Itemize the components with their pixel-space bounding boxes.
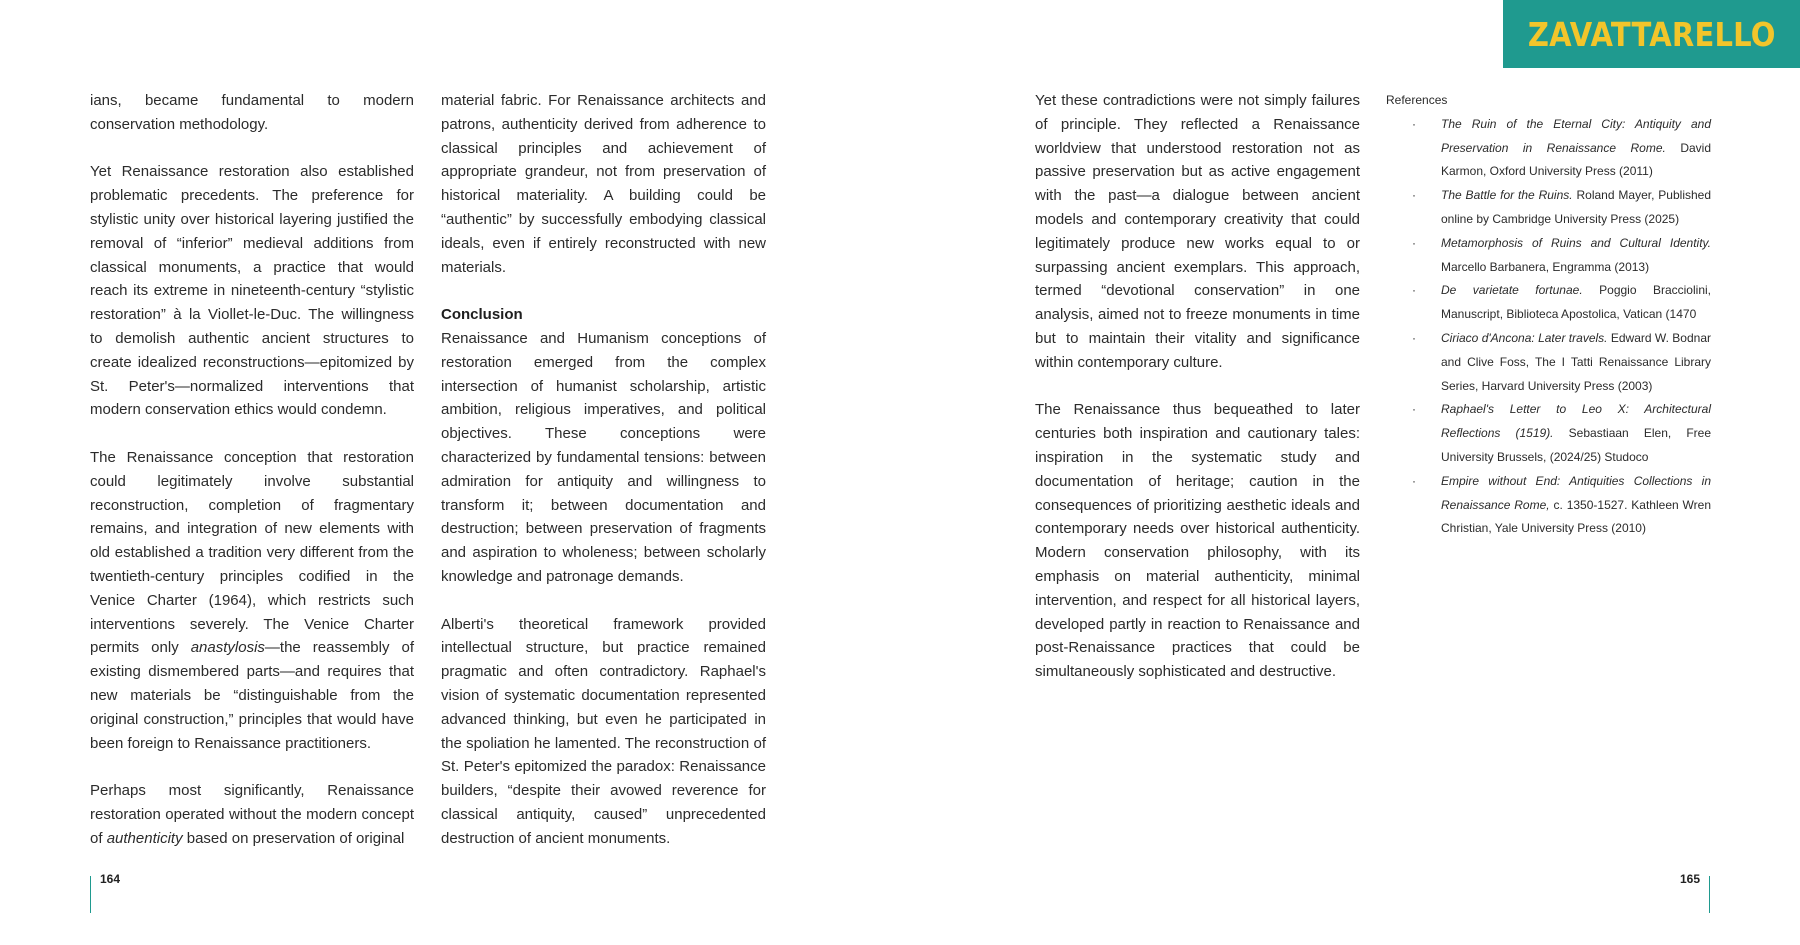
bullet-icon: ·	[1412, 283, 1416, 298]
reference-details: Poggio Bracciolini, Manuscript, Biblioteca Apostolica, Vatican (1470	[1441, 283, 1711, 322]
bullet-icon: ·	[1412, 402, 1416, 417]
reference-details: Edward W. Bodnar and Clive Foss, The I Tatti Renaissance Library Series, Harvard University Press (2003)	[1441, 330, 1711, 393]
reference-title: The Ruin of the Eternal City: Antiquity and Preservation in Renaissance Rome.	[1441, 116, 1711, 155]
references-list	[1386, 113, 1711, 541]
page-number-rule	[90, 876, 91, 913]
paragraph: ians, became fundamental to modern conservation methodology.	[90, 92, 414, 133]
paragraph: material fabric. For Renaissance architects and patrons, authenticity derived from adherence to classical principles and achievement of appropriate grandeur, not from preservation of historical materiality. A building could be “authentic” by successfully embodying classical ideals, even if entirely reconstructed with new materials.	[441, 92, 766, 276]
reference-title: Ciriaco d'Ancona: Later travels.	[1441, 330, 1608, 345]
page-number-right: 165	[1680, 872, 1701, 886]
paragraph: The Renaissance conception that restoration could legitimately involve substantial reconstruction, completion of fragmentary remains, and integration of new elements with old established a tradition very different from the twentieth-century principles codified in the Venice Charter (1964), which restricts such interventions severely. The Venice Charter permits only anastylosis—the reassembly of existing dismembered parts—and requires that new materials be “distinguishable from the original construction,” principles that would have been foreign to Renaissance practitioners.	[90, 448, 414, 752]
references-section	[1386, 89, 1711, 541]
page-number-rule	[1709, 876, 1710, 913]
paragraph: Yet these contradictions were not simply failures of principle. They reflected a Renaissance worldview that understood restoration not as passive preservation but as active engagement with the past—a dialogue between ancient models and contemporary creativity that could legitimately produce new works equal to or surpassing ancient exemplars. This approach, termed “devotional conservation” in one analysis, aimed not to freeze monuments in time but to maintain their vitality and significance within contemporary culture.	[1035, 92, 1360, 371]
reference-item	[1386, 113, 1711, 184]
paragraph: The Renaissance thus bequeathed to later centuries both inspiration and cautionary tales: inspiration in the systematic study and documentation of heritage; caution in the consequences of prioritizing aesthetic ideals and contemporary needs over historical authenticity. Modern conservation philosophy, with its emphasis on material authenticity, minimal intervention, and respect for all historical layers, developed partly in reaction to Renaissance and post-Renaissance practices that could be simultaneously sophisticated and destructive.	[1035, 401, 1360, 681]
brand-badge	[1503, 0, 1800, 68]
bullet-icon: ·	[1412, 473, 1416, 488]
left-page-column-2	[441, 89, 766, 851]
paragraph: Yet Renaissance restoration also established problematic precedents. The preference for stylistic unity over historical layering justified the removal of “inferior” medieval additions from classical monuments, a practice that would reach its extreme in nineteenth-century “stylistic restoration” à la Viollet-le-Duc. The willingness to demolish authentic ancient structures to create idealized reconstructions—epitomized by St. Peter's—normalized interventions that modern conservation ethics would condemn.	[90, 163, 414, 419]
bullet-icon: ·	[1412, 116, 1416, 131]
brand-name: ZAVATTARELLO	[1527, 14, 1776, 54]
reference-title: Metamorphosis of Ruins and Cultural Identity.	[1441, 235, 1711, 250]
page-number-left: 164	[100, 872, 121, 886]
reference-details: David Karmon, Oxford University Press (2011)	[1441, 140, 1711, 179]
reference-details: Sebastiaan Elen, Free University Brussels, (2024/25) Studoco	[1441, 426, 1712, 464]
reference-title: The Battle for the Ruins.	[1441, 188, 1573, 203]
bullet-icon: ·	[1412, 235, 1416, 250]
reference-details: c. 1350-1527. Kathleen Wren Christian, Yale University Press (2010)	[1441, 497, 1712, 536]
reference-title: De varietate fortunae.	[1441, 283, 1583, 298]
reference-details: Marcello Barbanera, Engramma (2013)	[1441, 259, 1650, 274]
bullet-icon: ·	[1412, 330, 1416, 345]
reference-item	[1386, 327, 1711, 398]
reference-item	[1386, 470, 1711, 541]
reference-item	[1386, 279, 1711, 327]
reference-item	[1386, 232, 1711, 280]
reference-item	[1386, 398, 1711, 469]
paragraph: Alberti's theoretical framework provided intellectual structure, but practice remained pragmatic and often contradictory. Raphael's vision of systematic documentation represented advanced thinking, but even he participated in the spoliation he lamented. The reconstruction of St. Peter's epitomized the paradox: Renaissance builders, “despite their avowed reverence for classical antiquity, caused” unprecedented destruction of ancient monuments.	[441, 615, 766, 847]
reference-title: Raphael's Letter to Leo X: Architectural Reflections (1519).	[1441, 402, 1711, 441]
reference-title: Empire without End: Antiquities Collections in Renaissance Rome,	[1441, 473, 1711, 512]
paragraph: Perhaps most significantly, Renaissance restoration operated without the modern concept of authenticity based on preservation of original	[90, 782, 414, 847]
reference-details: Roland Mayer, Published online by Cambridge University Press (2025)	[1441, 188, 1712, 226]
emphasis: authenticity	[106, 829, 183, 847]
section-heading: Conclusion	[441, 306, 523, 324]
paragraph: Renaissance and Humanism conceptions of restoration emerged from the complex intersection of humanist scholarship, artistic ambition, religious imperatives, and political objectives. These conceptions were characterized by fundamental tensions: between admiration for antiquity and willingness to transform it; between documentation and destruction; between preservation of fragments and aspiration to wholeness; between scholarly knowledge and patronage demands.	[441, 329, 766, 585]
left-page-column-1	[90, 89, 414, 851]
emphasis: anastylosis	[190, 639, 265, 657]
reference-item	[1386, 184, 1711, 232]
references-title: References	[1386, 93, 1448, 107]
bullet-icon: ·	[1412, 188, 1416, 203]
right-page-column-1	[1035, 89, 1360, 684]
